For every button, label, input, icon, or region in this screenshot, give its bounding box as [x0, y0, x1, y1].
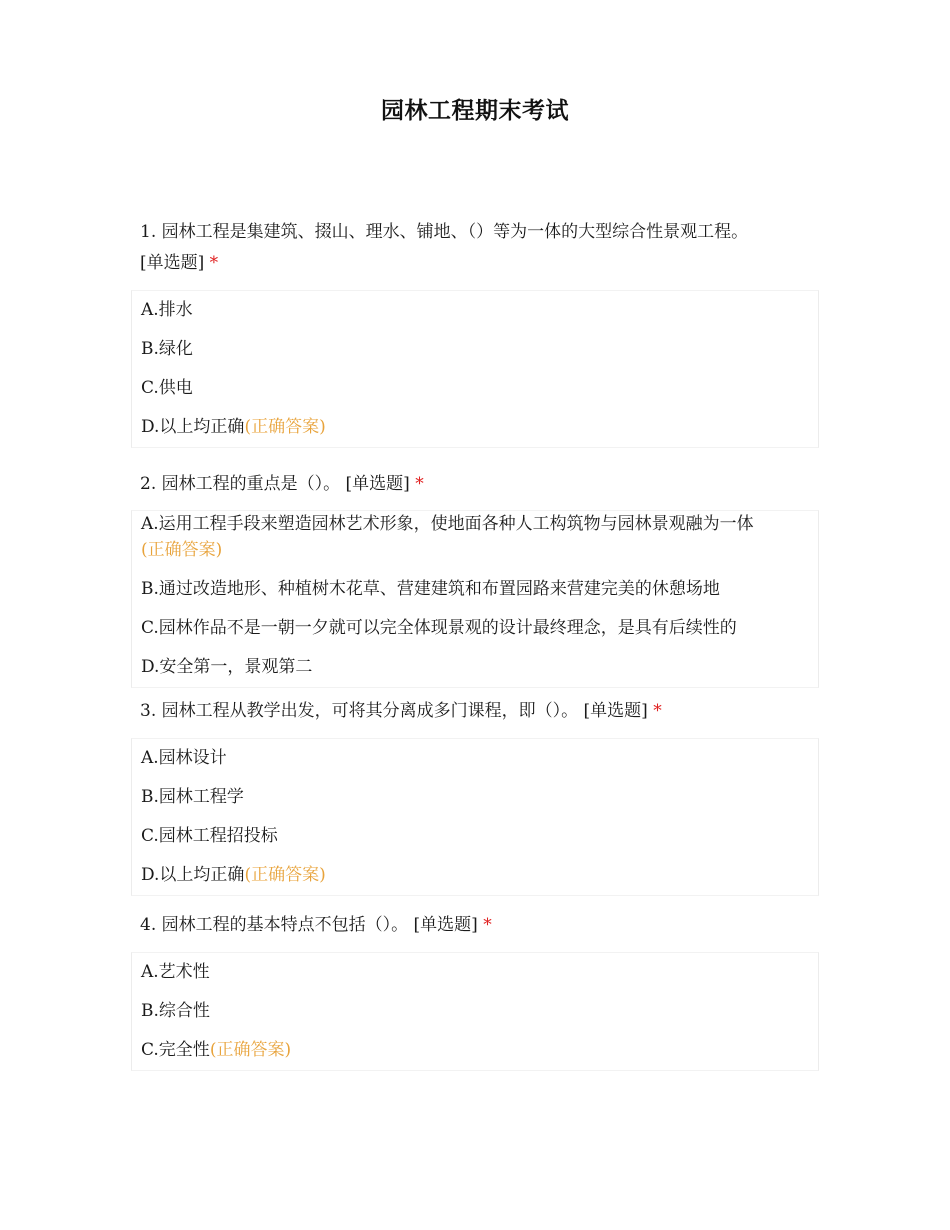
option-label: C.园林工程招投标	[141, 826, 278, 846]
option-label: A.艺术性	[141, 962, 210, 982]
question-4	[131, 910, 819, 1071]
question-stem	[131, 910, 819, 941]
option-label: B.通过改造地形、种植树木花草、营建建筑和布置园路来营建完美的休憩场地	[141, 579, 720, 599]
option-d[interactable]	[132, 856, 818, 895]
option-label: A.运用工程手段来塑造园林艺术形象，使地面各种人工构筑物与园林景观融为一体	[141, 514, 754, 534]
option-label: C.完全性	[141, 1040, 210, 1060]
option-label: D.以上均正确	[141, 865, 245, 885]
question-text: 1. 园林工程是集建筑、掇山、理水、铺地、（）等为一体的大型综合性景观工程。	[140, 222, 749, 242]
options-list	[131, 290, 819, 448]
question-type-label: [单选题]	[583, 701, 648, 721]
correct-answer-mark: (正确答案)	[141, 540, 223, 560]
option-b[interactable]	[132, 778, 818, 817]
question-1	[131, 217, 819, 448]
question-text: 3. 园林工程从教学出发，可将其分离成多门课程，即（）。	[140, 701, 579, 721]
option-b[interactable]	[132, 570, 818, 609]
option-label: B.综合性	[141, 1001, 210, 1021]
question-text: 4. 园林工程的基本特点不包括（）。	[140, 915, 409, 935]
required-star: *	[415, 474, 424, 494]
correct-answer-mark: (正确答案)	[244, 865, 326, 885]
question-type-label: [单选题]	[140, 253, 205, 273]
options-list	[131, 952, 819, 1071]
question-stem	[131, 469, 819, 500]
option-a[interactable]	[132, 511, 818, 570]
question-text: 2. 园林工程的重点是（）。	[140, 474, 341, 494]
option-label: D.以上均正确	[141, 417, 245, 437]
option-label: A.园林设计	[141, 748, 227, 768]
option-d[interactable]	[132, 648, 818, 687]
question-stem	[131, 217, 819, 279]
option-label: B.园林工程学	[141, 787, 244, 807]
option-d[interactable]	[132, 408, 818, 447]
options-list	[131, 510, 819, 688]
required-star: *	[209, 253, 219, 273]
question-type-label: [单选题]	[345, 474, 410, 494]
option-label: B.绿化	[141, 339, 193, 359]
option-b[interactable]	[132, 992, 818, 1031]
option-label: A.排水	[141, 300, 193, 320]
option-c[interactable]	[132, 817, 818, 856]
question-2	[131, 469, 819, 688]
option-label: C.供电	[141, 378, 193, 398]
question-stem	[131, 696, 819, 727]
question-3	[131, 696, 819, 896]
option-c[interactable]	[132, 1031, 818, 1070]
options-list	[131, 738, 819, 896]
question-type-label: [单选题]	[413, 915, 478, 935]
option-a[interactable]	[132, 291, 818, 330]
option-label: C.园林作品不是一朝一夕就可以完全体现景观的设计最终理念，是具有后续性的	[141, 618, 737, 638]
option-c[interactable]	[132, 369, 818, 408]
option-a[interactable]	[132, 739, 818, 778]
option-b[interactable]	[132, 330, 818, 369]
correct-answer-mark: (正确答案)	[244, 417, 326, 437]
page-title: 园林工程期末考试	[381, 98, 569, 124]
correct-answer-mark: (正确答案)	[209, 1040, 292, 1060]
required-star: *	[483, 915, 492, 935]
required-star: *	[653, 701, 662, 721]
option-a[interactable]	[132, 953, 818, 992]
option-c[interactable]	[132, 609, 818, 648]
option-label: D.安全第一，景观第二	[141, 657, 313, 677]
